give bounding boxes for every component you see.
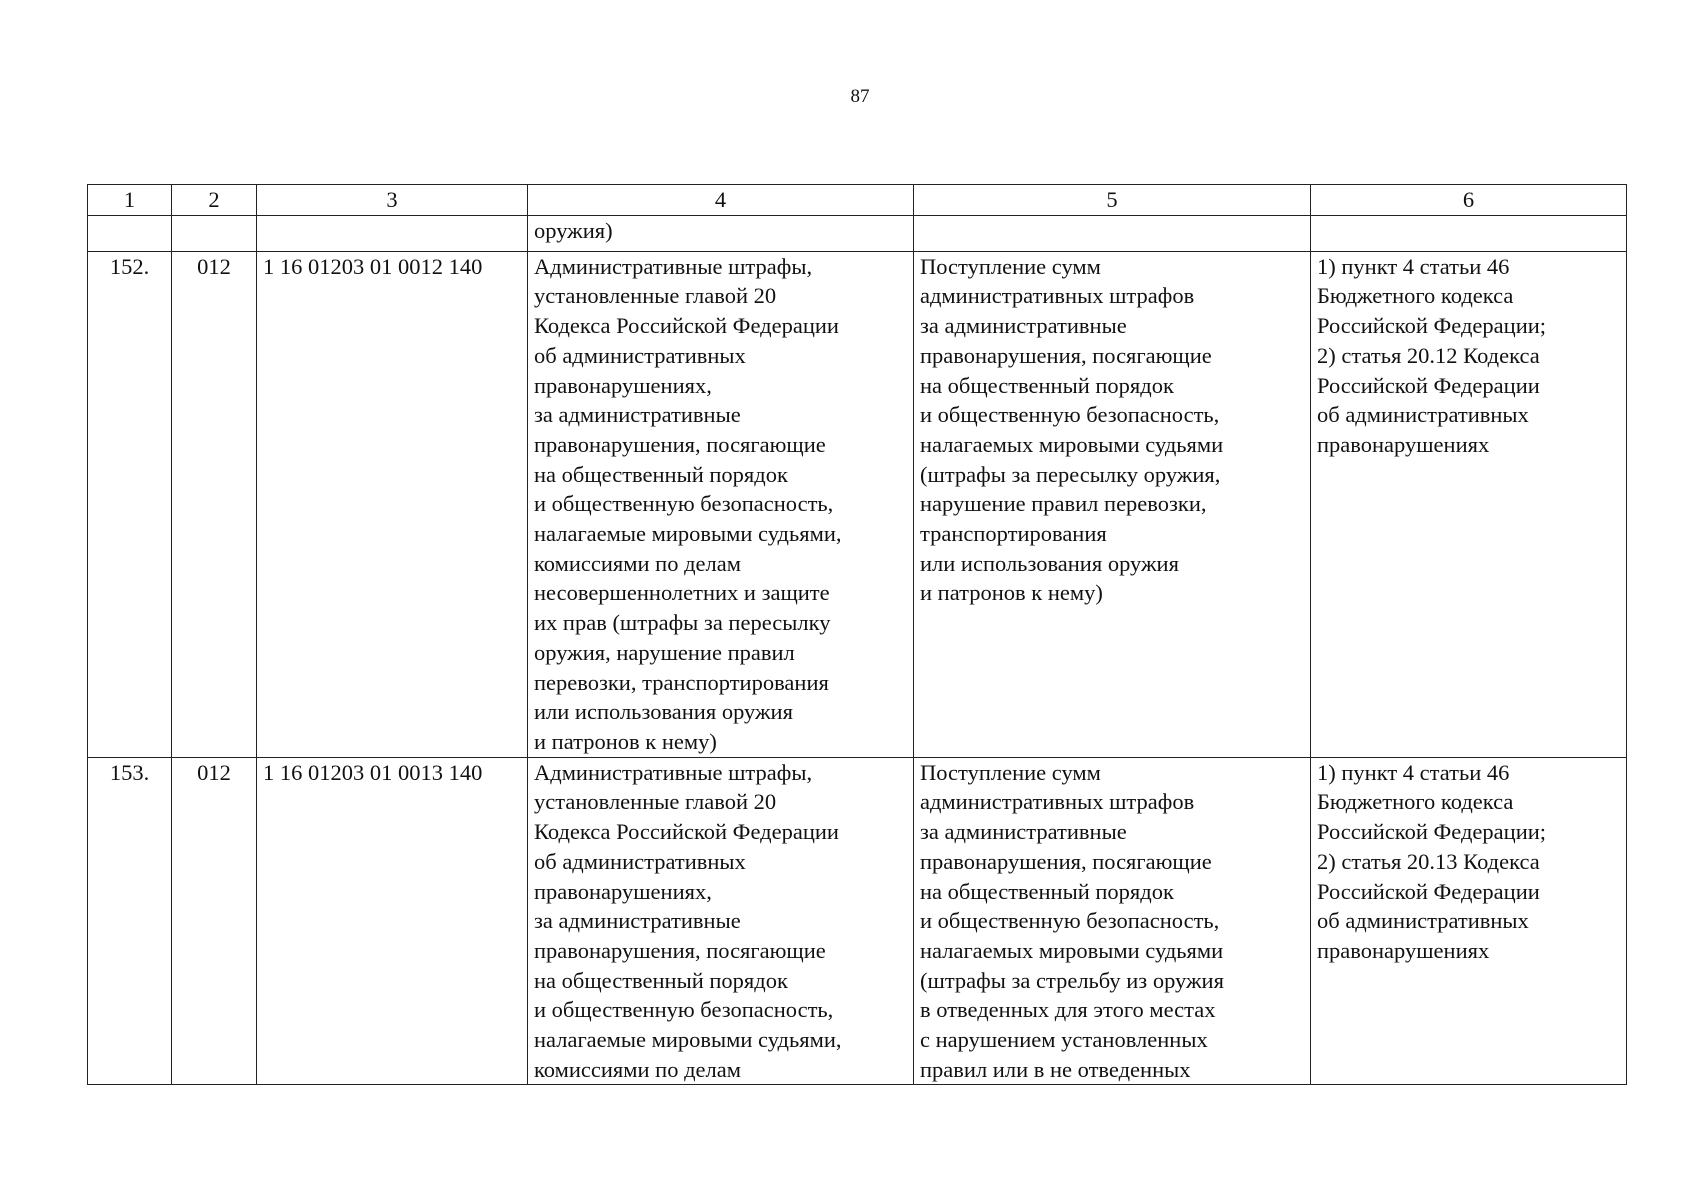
admin-code-cell: 012 (172, 251, 257, 757)
continuation-row (88, 215, 1627, 251)
row-number-cell: 153. (88, 757, 172, 1085)
table-row (88, 251, 1627, 757)
table-cell (257, 215, 528, 251)
table-header-row (88, 185, 1627, 216)
table-cell (914, 215, 1311, 251)
table-cell (88, 215, 172, 251)
column-header: 2 (172, 185, 257, 216)
page-number: 87 (850, 86, 870, 107)
column-header: 5 (914, 185, 1311, 216)
table-cell (1311, 215, 1627, 251)
revenue-description-cell: Поступление сумм административных штрафов за административные правонарушения, посягающие на общественный порядок и общественную безопасность, налагаемых мировыми судьями (штрафы за стрельбу из оружия в отведенных для этого местах с нарушением установленных правил или в не отведенных (914, 757, 1311, 1085)
column-header: 4 (528, 185, 914, 216)
admin-code-cell: 012 (172, 757, 257, 1085)
kbk-code-cell: 1 16 01203 01 0012 140 (257, 251, 528, 757)
budget-revenue-table (87, 184, 1627, 1085)
revenue-name-cell: Административные штрафы, установленные главой 20 Кодекса Российской Федерации об административных правонарушениях, за административные правонарушения, посягающие на общественный порядок и общественную безопасность, налагаемые мировыми судьями, комиссиями по делам (528, 757, 914, 1085)
revenue-description-cell: Поступление сумм административных штрафов за административные правонарушения, посягающие на общественный порядок и общественную безопасность, налагаемых мировыми судьями (штрафы за пересылку оружия, нарушение правил перевозки, транспортирования или использования оружия и патронов к нему) (914, 251, 1311, 757)
column-header: 1 (88, 185, 172, 216)
kbk-code-cell: 1 16 01203 01 0013 140 (257, 757, 528, 1085)
table-row (88, 757, 1627, 1085)
row-number-cell: 152. (88, 251, 172, 757)
column-header: 6 (1311, 185, 1627, 216)
legal-basis-cell: 1) пункт 4 статьи 46 Бюджетного кодекса Российской Федерации; 2) статья 20.13 Кодекса Российской Федерации об административных правонарушениях (1311, 757, 1627, 1085)
legal-basis-cell: 1) пункт 4 статьи 46 Бюджетного кодекса Российской Федерации; 2) статья 20.12 Кодекса Российской Федерации об административных правонарушениях (1311, 251, 1627, 757)
table-cell: оружия) (528, 215, 914, 251)
table-cell (172, 215, 257, 251)
revenue-name-cell: Административные штрафы, установленные главой 20 Кодекса Российской Федерации об административных правонарушениях, за административные правонарушения, посягающие на общественный порядок и общественную безопасность, налагаемые мировыми судьями, комиссиями по делам несовершеннолетних и защите их прав (штрафы за пересылку оружия, нарушение правил перевозки, транспортирования или использования оружия и патронов к нему) (528, 251, 914, 757)
column-header: 3 (257, 185, 528, 216)
